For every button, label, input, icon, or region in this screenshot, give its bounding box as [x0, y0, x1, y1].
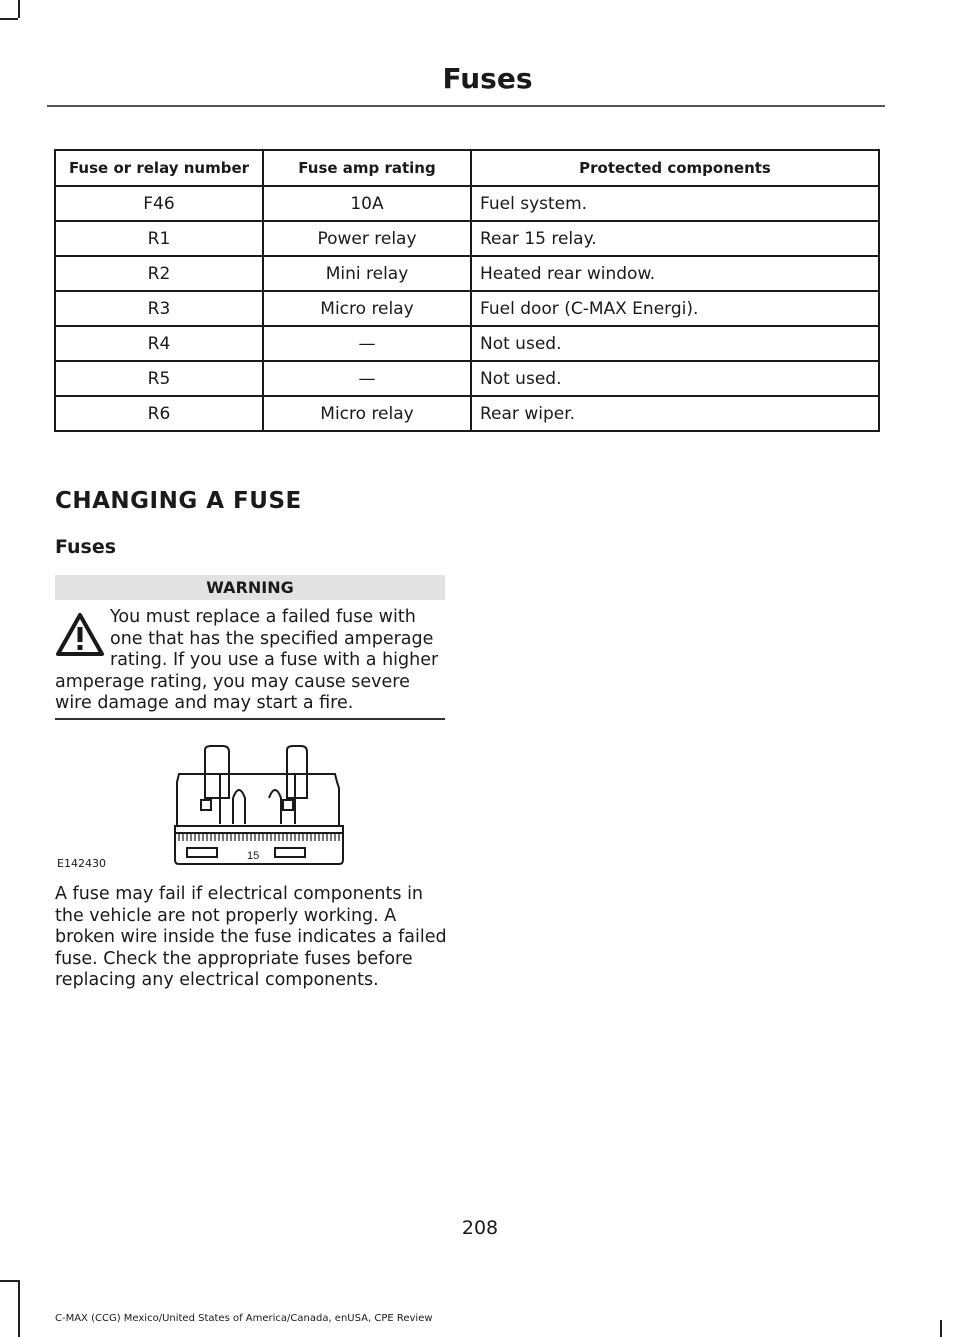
table-row — [55, 256, 879, 291]
body-paragraph: A fuse may fail if electrical components in the vehicle are not properly working. A broken wire inside the fuse indicates a failed fuse. Check the appropriate fuses before replacing any electrical components. — [55, 884, 447, 990]
fuse-illustration — [55, 738, 445, 878]
subsection-heading: Fuses — [55, 536, 117, 558]
fuse-number-cell: R1 — [55, 221, 263, 256]
component-cell: Rear wiper. — [471, 396, 879, 431]
crop-mark — [0, 18, 18, 20]
table-row — [55, 361, 879, 396]
amp-rating-cell: Micro relay — [263, 396, 471, 431]
table-row — [55, 326, 879, 361]
table-row — [55, 396, 879, 431]
fuse-table — [54, 149, 880, 432]
fuse-number-cell: R2 — [55, 256, 263, 291]
component-cell: Fuel system. — [471, 186, 879, 221]
component-cell: Fuel door (C-MAX Energi). — [471, 291, 879, 326]
page-number: 208 — [461, 1217, 499, 1239]
component-cell: Not used. — [471, 326, 879, 361]
fuse-number-cell: R4 — [55, 326, 263, 361]
table-header-row — [55, 150, 879, 186]
amp-rating-cell: — — [263, 326, 471, 361]
component-cell: Rear 15 relay. — [471, 221, 879, 256]
crop-mark — [940, 1320, 942, 1337]
fuse-number-cell: R6 — [55, 396, 263, 431]
column-header: Fuse or relay number — [55, 150, 263, 186]
warning-text: You must replace a failed fuse with one that has the specified amperage rating. If you use a fuse with a higher amperage rating, you may cause severe wire damage and may start a fire. — [55, 607, 439, 713]
fuse-number-cell: R3 — [55, 291, 263, 326]
table-row — [55, 186, 879, 221]
amp-rating-cell: Mini relay — [263, 256, 471, 291]
column-header: Protected components — [471, 150, 879, 186]
table-row — [55, 221, 879, 256]
warning-text-block — [55, 607, 447, 715]
amp-rating-cell: — — [263, 361, 471, 396]
warning-label: WARNING — [55, 575, 445, 600]
figure-id: E142430 — [57, 857, 106, 870]
fuse-rating-label: 15 — [247, 850, 260, 862]
crop-mark — [18, 0, 20, 18]
component-cell: Not used. — [471, 361, 879, 396]
warning-divider — [55, 718, 445, 720]
fuse-number-cell: R5 — [55, 361, 263, 396]
table-row — [55, 291, 879, 326]
amp-rating-cell: Micro relay — [263, 291, 471, 326]
crop-mark — [0, 1280, 18, 1282]
column-header: Fuse amp rating — [263, 150, 471, 186]
page-title: Fuses — [442, 62, 533, 95]
amp-rating-cell: 10A — [263, 186, 471, 221]
section-heading: CHANGING A FUSE — [55, 488, 302, 514]
crop-mark — [18, 1280, 20, 1337]
amp-rating-cell: Power relay — [263, 221, 471, 256]
fuse-number-cell: F46 — [55, 186, 263, 221]
footer-doc-info: C-MAX (CCG) Mexico/United States of America/Canada, enUSA, CPE Review — [55, 1313, 433, 1324]
header-divider — [47, 105, 885, 107]
component-cell: Heated rear window. — [471, 256, 879, 291]
